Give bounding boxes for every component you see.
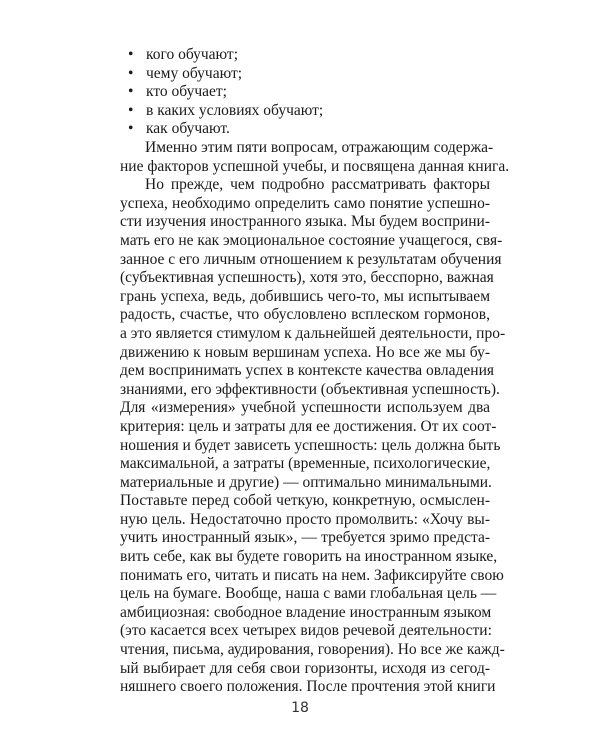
- text-line: Для «измерения» учебной успешности используем два: [120, 399, 490, 417]
- text-line: занное с его личным отношением к результатам обучения: [120, 250, 502, 268]
- text-line: вить себе, как вы будете говорить на иностранном языке,: [120, 548, 498, 566]
- text-line: ние факторов успешной учебы, и посвящена данная книга.: [120, 157, 510, 175]
- text-line: движению к новым вершинам успеха. Но все же мы бу-: [120, 343, 490, 361]
- text-line: максимальной, а затраты (временные, психологические,: [120, 455, 491, 473]
- text-line: критерия: цель и затраты для ее достижения. От их соот-: [120, 417, 497, 435]
- text-line: сти изучения иностранного языка. Мы будем восприни-: [120, 213, 490, 231]
- text-line: дем воспринимать успех в контексте качества овладения: [120, 362, 495, 380]
- text-line: грань успеха, ведь, добившись чего-то, мы испытываем: [120, 287, 490, 305]
- list-item: [128, 65, 323, 84]
- text-line: ый выбирает для себя свои горизонты, исходя из сегод-: [120, 659, 490, 677]
- text-line: материальные и другие) — оптимально минимальными.: [120, 473, 492, 491]
- question-list: [128, 46, 323, 139]
- list-item: [128, 83, 323, 102]
- text-line: чтения, письма, аудирования, говорения). Но все же кажд-: [120, 641, 505, 659]
- text-line: цель на бумаге. Вообще, наша с вами глобальная цель —: [120, 585, 497, 603]
- text-line: няшнего своего положения. После прочтения этой книги: [120, 678, 496, 696]
- text-line: ношения и будет зависеть успешность: цель должна быть: [120, 436, 501, 454]
- list-item-text: в каких условиях обучают;: [146, 101, 324, 119]
- text-line: а это является стимулом к дальнейшей деятельности, про-: [120, 324, 506, 342]
- list-item-text: кого обучают;: [146, 46, 239, 63]
- list-item-text: чему обучают;: [146, 64, 243, 82]
- text-line: ную цель. Недостаточно просто промолвить: «Хочу вы-: [120, 510, 490, 528]
- text-line: знаниями, его эффективности (объективная успешность).: [120, 380, 500, 398]
- list-item-text: как обучают.: [146, 120, 230, 138]
- bullet-icon: •: [128, 64, 134, 82]
- text-line: амбициозная: свободное владение иностранным языком: [120, 603, 492, 621]
- list-item-text: кто обучает;: [146, 83, 227, 101]
- bullet-icon: •: [128, 101, 134, 119]
- list-item: [128, 102, 323, 121]
- text-line: учить иностранный язык», — требуется зримо предста-: [120, 529, 490, 547]
- page-number: 18: [291, 700, 309, 716]
- text-line: мать его не как эмоциональное состояние учащегося, свя-: [120, 231, 503, 249]
- text-line: (субъективная успешность), хотя это, бесспорно, важная: [120, 269, 494, 287]
- bullet-icon: •: [128, 120, 134, 138]
- bullet-icon: •: [128, 46, 134, 63]
- text-line: Поставьте перед собой четкую, конкретную, осмыслен-: [120, 492, 490, 510]
- list-item: [128, 46, 323, 65]
- body-text: [120, 139, 510, 697]
- text-line: успеха, необходимо определить само понятие успешно-: [120, 194, 490, 212]
- text-line: понимать его, читать и писать на нем. Зафиксируйте свою: [120, 566, 504, 584]
- text-line: Именно этим пяти вопросам, отражающим содержа-: [145, 139, 494, 156]
- text-line: (это касается всех четырех видов речевой деятельности:: [120, 622, 492, 640]
- list-item: [128, 120, 323, 139]
- text-line: Но прежде, чем подробно рассматривать факторы: [145, 176, 490, 194]
- text-line: радость, счастье, что обусловлено всплеском гормонов,: [120, 306, 490, 324]
- bullet-icon: •: [128, 83, 134, 101]
